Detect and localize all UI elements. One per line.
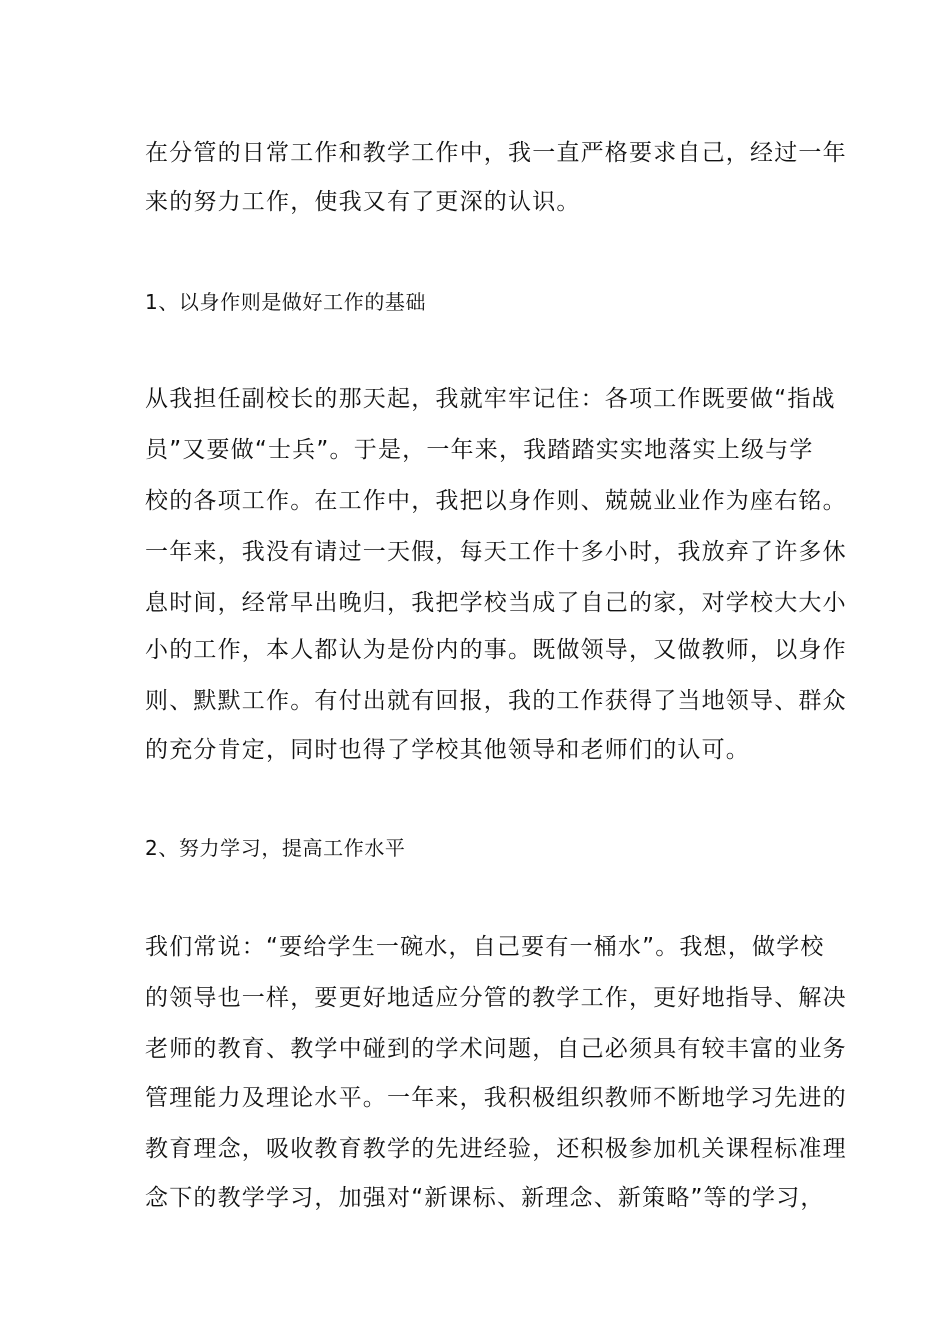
section-heading: 2、努力学习，提高工作水平 <box>145 836 406 860</box>
paragraph-line: 则、默默工作。有付出就有回报，我的工作获得了当地领导、群众 <box>145 688 847 714</box>
paragraph-line: 一年来，我没有请过一天假，每天工作十多小时，我放弃了许多休 <box>145 539 847 565</box>
paragraph-line: 的充分肯定，同时也得了学校其他领导和老师们的认可。 <box>145 737 750 763</box>
paragraph-line: 来的努力工作，使我又有了更深的认识。 <box>145 189 581 215</box>
paragraph-line: 的领导也一样，要更好地适应分管的教学工作，更好地指导、解决 <box>145 985 847 1011</box>
paragraph-line: 在分管的日常工作和教学工作中，我一直严格要求自己，经过一年 <box>145 140 847 166</box>
paragraph-line: 从我担任副校长的那天起，我就牢牢记住：各项工作既要做“指战 <box>145 386 836 412</box>
paragraph-line: 息时间，经常早出晚归，我把学校当成了自己的家，对学校大大小 <box>145 590 847 616</box>
paragraph-line: 校的各项工作。在工作中，我把以身作则、兢兢业业作为座右铭。 <box>145 488 847 514</box>
paragraph-line: 管理能力及理论水平。一年来，我积极组织教师不断地学习先进的 <box>145 1085 847 1111</box>
paragraph-line: 念下的教学学习，加强对“新课标、新理念、新策略”等的学习， <box>145 1185 825 1211</box>
paragraph-line: 小的工作，本人都认为是份内的事。既做领导，又做教师，以身作 <box>145 637 847 663</box>
section-heading: 1、以身作则是做好工作的基础 <box>145 290 427 314</box>
paragraph-line: 我们常说：“要给学生一碗水，自己要有一桶水”。我想，做学校 <box>145 934 825 960</box>
paragraph-line: 员”又要做“士兵”。于是，一年来，我踏踏实实地落实上级与学 <box>145 437 814 463</box>
paragraph-line: 老师的教育、教学中碰到的学术问题，自己必须具有较丰富的业务 <box>145 1036 847 1062</box>
paragraph-line: 教育理念，吸收教育教学的先进经验，还积极参加机关课程标准理 <box>145 1136 847 1162</box>
